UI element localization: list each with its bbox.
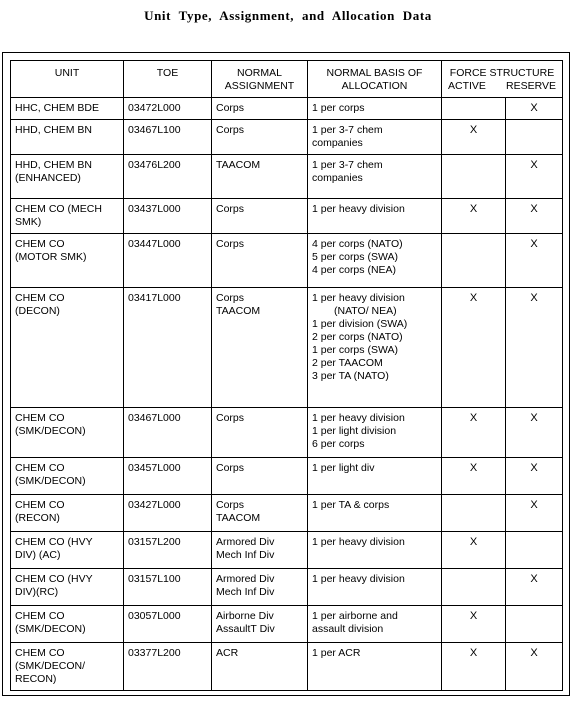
basis-cell-line: 1 per heavy division <box>312 412 405 424</box>
unit-cell-line: (ENHANCED) <box>15 172 81 184</box>
assignment-cell <box>212 606 308 643</box>
assignment-cell-line: TAACOM <box>216 512 261 524</box>
table-row <box>11 199 563 234</box>
assignment-cell-line: Armored Div <box>216 536 275 548</box>
header-unit: UNIT <box>11 61 124 98</box>
unit-cell-line: HHD, CHEM BN <box>15 159 93 171</box>
reserve-mark: X <box>506 288 563 408</box>
basis-cell <box>308 155 442 199</box>
unit-cell <box>11 98 124 120</box>
reserve-mark <box>506 606 563 643</box>
unit-cell-line: CHEM CO (HVY <box>15 536 93 548</box>
reserve-mark <box>506 120 563 155</box>
basis-cell <box>308 643 442 691</box>
assignment-cell-line: TAACOM <box>216 159 261 171</box>
basis-cell-line: 1 per TA & corps <box>312 499 390 511</box>
assignment-cell-line: Corps <box>216 292 245 304</box>
unit-cell-line: (MOTOR SMK) <box>15 251 87 263</box>
table-row <box>11 155 563 199</box>
basis-cell <box>308 569 442 606</box>
reserve-mark: X <box>506 643 563 691</box>
basis-cell-line: 5 per corps (SWA) <box>312 251 398 263</box>
table-row <box>11 98 563 120</box>
assignment-cell <box>212 569 308 606</box>
unit-cell-line: CHEM CO <box>15 412 65 424</box>
active-mark: X <box>442 408 506 458</box>
assignment-cell-line: AssaultT Div <box>216 623 275 635</box>
toe-cell: 03447L000 <box>124 234 212 288</box>
unit-cell-line: (DECON) <box>15 305 60 317</box>
basis-cell-line: 1 per light division <box>312 425 397 437</box>
assignment-cell <box>212 458 308 495</box>
assignment-cell <box>212 234 308 288</box>
assignment-cell <box>212 408 308 458</box>
unit-cell-line: (SMK/DECON) <box>15 623 86 635</box>
assignment-cell-line: Airborne Div <box>216 610 274 622</box>
active-mark: X <box>442 288 506 408</box>
basis-cell-line: 1 per corps <box>312 102 365 114</box>
page-title: Unit Type, Assignment, and Allocation Data <box>144 8 432 23</box>
basis-cell-line: companies <box>312 137 363 149</box>
unit-cell <box>11 155 124 199</box>
assignment-cell <box>212 155 308 199</box>
basis-cell <box>308 532 442 569</box>
basis-cell-line: 4 per corps (NATO) <box>312 238 403 250</box>
assignment-cell <box>212 532 308 569</box>
unit-cell <box>11 569 124 606</box>
active-mark <box>442 155 506 199</box>
unit-cell-line: DIV)(RC) <box>15 586 59 598</box>
unit-cell-line: CHEM CO (HVY <box>15 573 93 585</box>
unit-cell-line: CHEM CO <box>15 610 65 622</box>
basis-cell-line: 1 per corps (SWA) <box>312 344 398 356</box>
allocation-table <box>10 60 563 691</box>
assignment-cell <box>212 495 308 532</box>
unit-cell <box>11 495 124 532</box>
basis-cell-line: 1 per 3-7 chem <box>312 124 383 136</box>
toe-cell: 03377L200 <box>124 643 212 691</box>
basis-cell <box>308 408 442 458</box>
header-row <box>11 61 563 98</box>
basis-cell-line: companies <box>312 172 363 184</box>
assignment-cell-line: Armored Div <box>216 573 275 585</box>
reserve-mark <box>506 532 563 569</box>
basis-cell <box>308 288 442 408</box>
table-body <box>11 98 563 691</box>
unit-cell-line: RECON) <box>15 673 57 685</box>
reserve-mark: X <box>506 569 563 606</box>
active-mark <box>442 234 506 288</box>
basis-cell <box>308 120 442 155</box>
active-mark: X <box>442 199 506 234</box>
reserve-mark: X <box>506 458 563 495</box>
unit-cell-line: CHEM CO <box>15 499 65 511</box>
assignment-cell <box>212 98 308 120</box>
header-toe: TOE <box>124 61 212 98</box>
basis-cell-line: (NATO/ NEA) <box>334 305 397 317</box>
active-mark: X <box>442 606 506 643</box>
basis-cell <box>308 234 442 288</box>
basis-cell-line: 1 per 3-7 chem <box>312 159 383 171</box>
toe-cell: 03467L100 <box>124 120 212 155</box>
table-row <box>11 458 563 495</box>
basis-cell-line: 1 per airborne and <box>312 610 398 622</box>
unit-cell <box>11 120 124 155</box>
assignment-cell <box>212 120 308 155</box>
basis-cell <box>308 495 442 532</box>
unit-cell <box>11 643 124 691</box>
basis-cell-line: 1 per light div <box>312 462 375 474</box>
assignment-cell-line: Corps <box>216 499 245 511</box>
basis-cell-line: 1 per division (SWA) <box>312 318 408 330</box>
assignment-cell-line: Mech Inf Div <box>216 586 275 598</box>
reserve-mark: X <box>506 408 563 458</box>
table-row <box>11 288 563 408</box>
assignment-cell-line: Corps <box>216 203 245 215</box>
basis-cell <box>308 199 442 234</box>
table-row <box>11 234 563 288</box>
basis-cell-line: 1 per heavy division <box>312 203 405 215</box>
assignment-cell <box>212 199 308 234</box>
basis-cell-line: 2 per TAACOM <box>312 357 383 369</box>
header-normal-assignment <box>212 61 308 98</box>
toe-cell: 03157L100 <box>124 569 212 606</box>
unit-cell <box>11 532 124 569</box>
unit-cell-line: (SMK/DECON) <box>15 425 86 437</box>
table-row <box>11 643 563 691</box>
unit-cell-line: (RECON) <box>15 512 60 524</box>
header-normal-basis-line: NORMAL BASIS OF <box>326 67 423 79</box>
reserve-mark: X <box>506 199 563 234</box>
toe-cell: 03472L000 <box>124 98 212 120</box>
header-normal-basis <box>308 61 442 98</box>
toe-cell: 03427L000 <box>124 495 212 532</box>
basis-cell <box>308 606 442 643</box>
active-mark: X <box>442 458 506 495</box>
unit-cell-line: CHEM CO <box>15 292 65 304</box>
active-mark: X <box>442 643 506 691</box>
unit-cell <box>11 606 124 643</box>
unit-cell <box>11 288 124 408</box>
basis-cell <box>308 458 442 495</box>
assignment-cell-line: Corps <box>216 102 245 114</box>
table-row <box>11 606 563 643</box>
assignment-cell <box>212 288 308 408</box>
unit-cell <box>11 234 124 288</box>
table-row <box>11 532 563 569</box>
reserve-mark: X <box>506 495 563 532</box>
assignment-cell <box>212 643 308 691</box>
assignment-cell-line: TAACOM <box>216 305 261 317</box>
basis-cell-line: assault division <box>312 623 384 635</box>
toe-cell: 03437L000 <box>124 199 212 234</box>
toe-cell: 03417L000 <box>124 288 212 408</box>
unit-cell <box>11 199 124 234</box>
active-mark: X <box>442 120 506 155</box>
assignment-cell-line: Mech Inf Div <box>216 549 275 561</box>
reserve-mark: X <box>506 155 563 199</box>
unit-cell-line: (SMK/DECON/ <box>15 660 86 672</box>
reserve-mark: X <box>506 98 563 120</box>
unit-cell-line: CHEM CO <box>15 462 65 474</box>
table-row <box>11 495 563 532</box>
basis-cell-line: 1 per heavy division <box>312 573 405 585</box>
unit-cell <box>11 408 124 458</box>
unit-cell-line: DIV) (AC) <box>15 549 61 561</box>
reserve-mark: X <box>506 234 563 288</box>
toe-cell: 03057L000 <box>124 606 212 643</box>
toe-cell: 03457L000 <box>124 458 212 495</box>
basis-cell <box>308 98 442 120</box>
toe-cell: 03476L200 <box>124 155 212 199</box>
toe-cell: 03157L200 <box>124 532 212 569</box>
header-force-structure-label: FORCE STRUCTURE <box>449 67 555 79</box>
basis-cell-line: 1 per heavy division <box>312 536 405 548</box>
active-mark <box>442 495 506 532</box>
unit-cell-line: HHD, CHEM BN <box>15 124 93 136</box>
header-force-structure <box>442 61 563 98</box>
unit-cell-line: HHC, CHEM BDE <box>15 102 100 114</box>
active-mark <box>442 569 506 606</box>
active-mark <box>442 98 506 120</box>
header-normal-assignment-line: NORMAL <box>237 67 282 79</box>
table-row <box>11 408 563 458</box>
basis-cell-line: 2 per corps (NATO) <box>312 331 403 343</box>
header-reserve: RESERVE <box>506 80 557 92</box>
unit-cell-line: CHEM CO <box>15 647 65 659</box>
unit-cell-line: CHEM CO <box>15 238 65 250</box>
unit-cell-line: (SMK/DECON) <box>15 475 86 487</box>
basis-cell-line: 6 per corps <box>312 438 365 450</box>
header-normal-assignment-line: ASSIGNMENT <box>224 80 295 92</box>
unit-cell <box>11 458 124 495</box>
basis-cell-line: 1 per heavy division <box>312 292 405 304</box>
assignment-cell-line: Corps <box>216 124 245 136</box>
header-normal-basis-line: ALLOCATION <box>341 80 408 92</box>
toe-cell: 03467L000 <box>124 408 212 458</box>
unit-cell-line: SMK) <box>15 216 42 228</box>
assignment-cell-line: Corps <box>216 412 245 424</box>
basis-cell-line: 4 per corps (NEA) <box>312 264 397 276</box>
table-row <box>11 120 563 155</box>
header-active: ACTIVE <box>448 80 486 92</box>
assignment-cell-line: Corps <box>216 238 245 250</box>
unit-cell-line: CHEM CO (MECH <box>15 203 102 215</box>
assignment-cell-line: ACR <box>216 647 239 659</box>
table-row <box>11 569 563 606</box>
active-mark: X <box>442 532 506 569</box>
basis-cell-line: 3 per TA (NATO) <box>312 370 389 382</box>
basis-cell-line: 1 per ACR <box>312 647 361 659</box>
assignment-cell-line: Corps <box>216 462 245 474</box>
